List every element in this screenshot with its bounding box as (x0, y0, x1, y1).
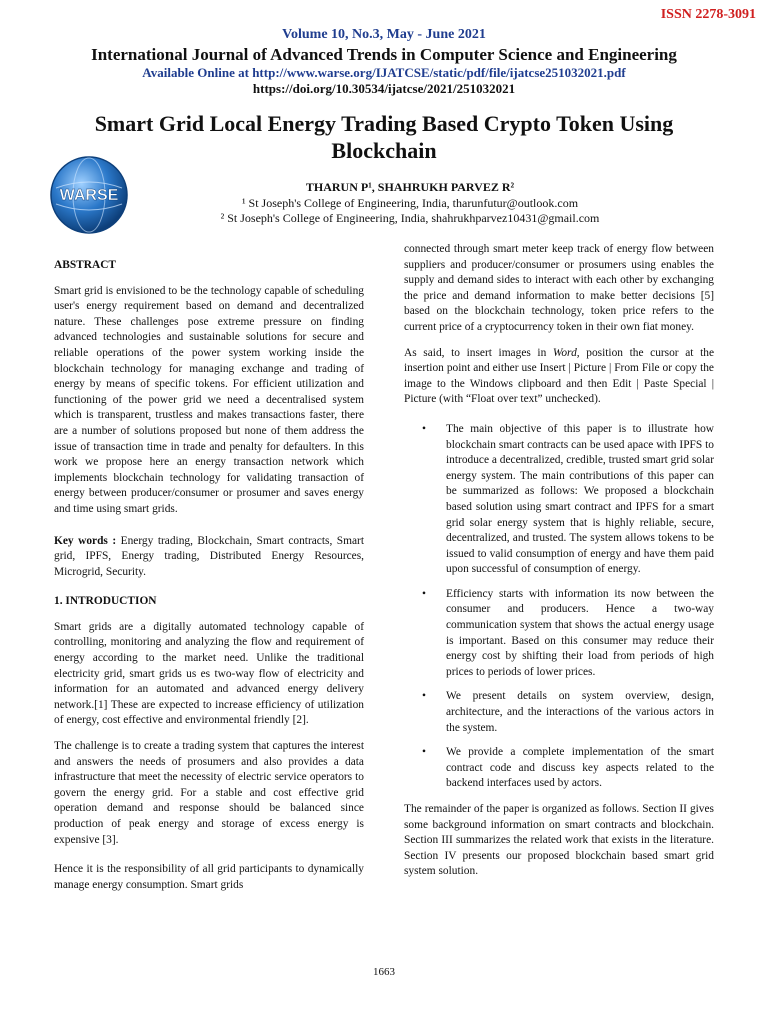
paper-title: Smart Grid Local Energy Trading Based Crypto Token Using Blockchain (94, 111, 674, 163)
p2-word: Word, (552, 346, 580, 359)
intro-paragraph-3: Hence it is the responsibility of all grid participants to dynamically manage energy consumption. Smart grids (54, 863, 364, 891)
p2-post: position the cursor at the insertion point and either use Insert | Picture | From File or copy the image to the Windows clipboard and then Edit | Paste Special | Picture (with “Float over text” unchecked). (404, 346, 714, 406)
author-names: THARUN P¹, SHAHRUKH PARVEZ R² (305, 180, 515, 194)
volume-line: Volume 10, No.3, May - June 2021 (282, 27, 486, 42)
bullet-icon: • (422, 746, 426, 759)
authors-block (130, 180, 690, 227)
list-item-text: We present details on system overview, design, architecture, and the interactions of the various actors in the system. (446, 690, 714, 734)
page-number: 1663 (373, 966, 395, 978)
abstract-text: Smart grid is envisioned to be the technology capable of scheduling user's energy requirement based on demand and decentralized nature. These challenges pose extreme pressure on finding advanced technologies and sustainable solutions for secure and reliable operations of the power system working inside the blockchain technology for managing exchange and trading of energy by means of specific tokens. For efficient utilization and functioning of the power grid we need a decentralised system which is transparent, trustless and makes transactions faster, there are a number of solutions proposed but none of them address the issue of transaction time in trade and penalty for defaulters. In this work we propose here an energy transaction network which implements blockchain technology for validating transaction of energy between producer/consumer or prosumer and saves energy and time using smart grids. (54, 284, 364, 515)
list-item-text: Efficiency starts with information its now between the consumer and producers. Hence a two-way communication system that shows the actual energy usage is important. Based on this consumer may reduce their energy cost by shifting their load from periods of high prices to periods of lower prices. (446, 587, 714, 678)
bullet-icon: • (422, 587, 426, 600)
introduction-heading: 1. INTRODUCTION (54, 595, 157, 608)
list-item (404, 587, 714, 681)
keywords-paragraph (54, 534, 364, 581)
right-paragraph-1: connected through smart meter keep track of energy flow between suppliers and producer/consumer or prosumers using enables the supply and demand sides to interact with each other by exchanging the price and demand information to make better decisions [5] based on the blockchain technology, token price refers to the current price of a cryptocurrency token in their own fiat money. (404, 243, 714, 333)
issn-label: ISSN 2278-3091 (660, 7, 756, 22)
abstract-heading: ABSTRACT (54, 259, 117, 271)
doi-link[interactable]: https://doi.org/10.30534/ijatcse/2021/251032021 (252, 81, 516, 96)
right-column (404, 242, 714, 890)
bullet-icon: • (422, 422, 426, 435)
list-item-text: The main objective of this paper is to illustrate how blockchain smart contracts can be used apace with IPFS to introduce a decentralized, credible, trusted smart grid solar energy system. The main contributions of this paper can be summarized as follows: We proposed a blockchain based solution using smart contract and IPFS for a smart grid solar energy system that is highly reliable, secure, decentralized, and trusted. The system allows tokens to be issued to valid consumption of energy and have them paid upon successful of consumption of energy. (446, 422, 714, 576)
warse-logo (48, 154, 130, 236)
journal-header (0, 26, 768, 97)
affiliation-1: ¹ St Joseph's College of Engineering, India, tharunfutur@outlook.com (241, 195, 579, 210)
affiliation-2: ² St Joseph's College of Engineering, India, shahrukhparvez10431@gmail.com (220, 211, 600, 225)
keywords-text: Energy trading, Blockchain, Smart contracts, Smart grid, IPFS, Energy trading, Distributed Energy Resources, Microgrid, Security. (54, 534, 364, 578)
list-item (404, 689, 714, 736)
intro-paragraph-1: Smart grids are a digitally automated technology capable of controlling, monitoring and analyzing the flow and requirement of energy according to the market need. Unlike the traditional electricity grid, smart grids us es two-way flow of electricity and information for an automated and advanced energy delivery network.[1] These are expected to increase efficiency of utilization of energy, cost effective and environmental friendly [2]. (54, 620, 364, 727)
intro-paragraph-2: The challenge is to create a trading system that captures the interest and answers the needs of prosumers and also provides a data infrastructure that meet the necessity of electric service operators to govern the energy grid. For a stable and cost effective grid operation demand and response should be balanced since production of peak energy and storage of excess energy is expensive [3]. (54, 740, 364, 846)
list-item-text: We provide a complete implementation of the smart contract code and discuss key aspects related to the backend interfaces used by actors. (446, 746, 714, 790)
list-item (404, 422, 714, 578)
p2-pre: As said, to insert images in (404, 346, 553, 359)
right-paragraph-3: The remainder of the paper is organized as follows. Section II gives some background information on smart contracts and blockchain. Section III summarizes the related work that exists in the literature. Section IV presents our proposed blockchain based smart grid system solution. (404, 803, 714, 878)
left-column (54, 258, 364, 903)
warse-logo-text: WARSE (59, 187, 119, 204)
list-item (404, 745, 714, 792)
bullet-icon: • (422, 690, 426, 703)
keywords-label: Key words : (54, 534, 117, 547)
available-online-link[interactable]: Available Online at http://www.warse.org/IJATCSE/static/pdf/file/ijatcse251032021.pdf (142, 65, 626, 80)
contribution-list (404, 422, 714, 792)
journal-name: International Journal of Advanced Trends in Computer Science and Engineering (91, 45, 677, 64)
right-paragraph-2 (404, 346, 714, 408)
